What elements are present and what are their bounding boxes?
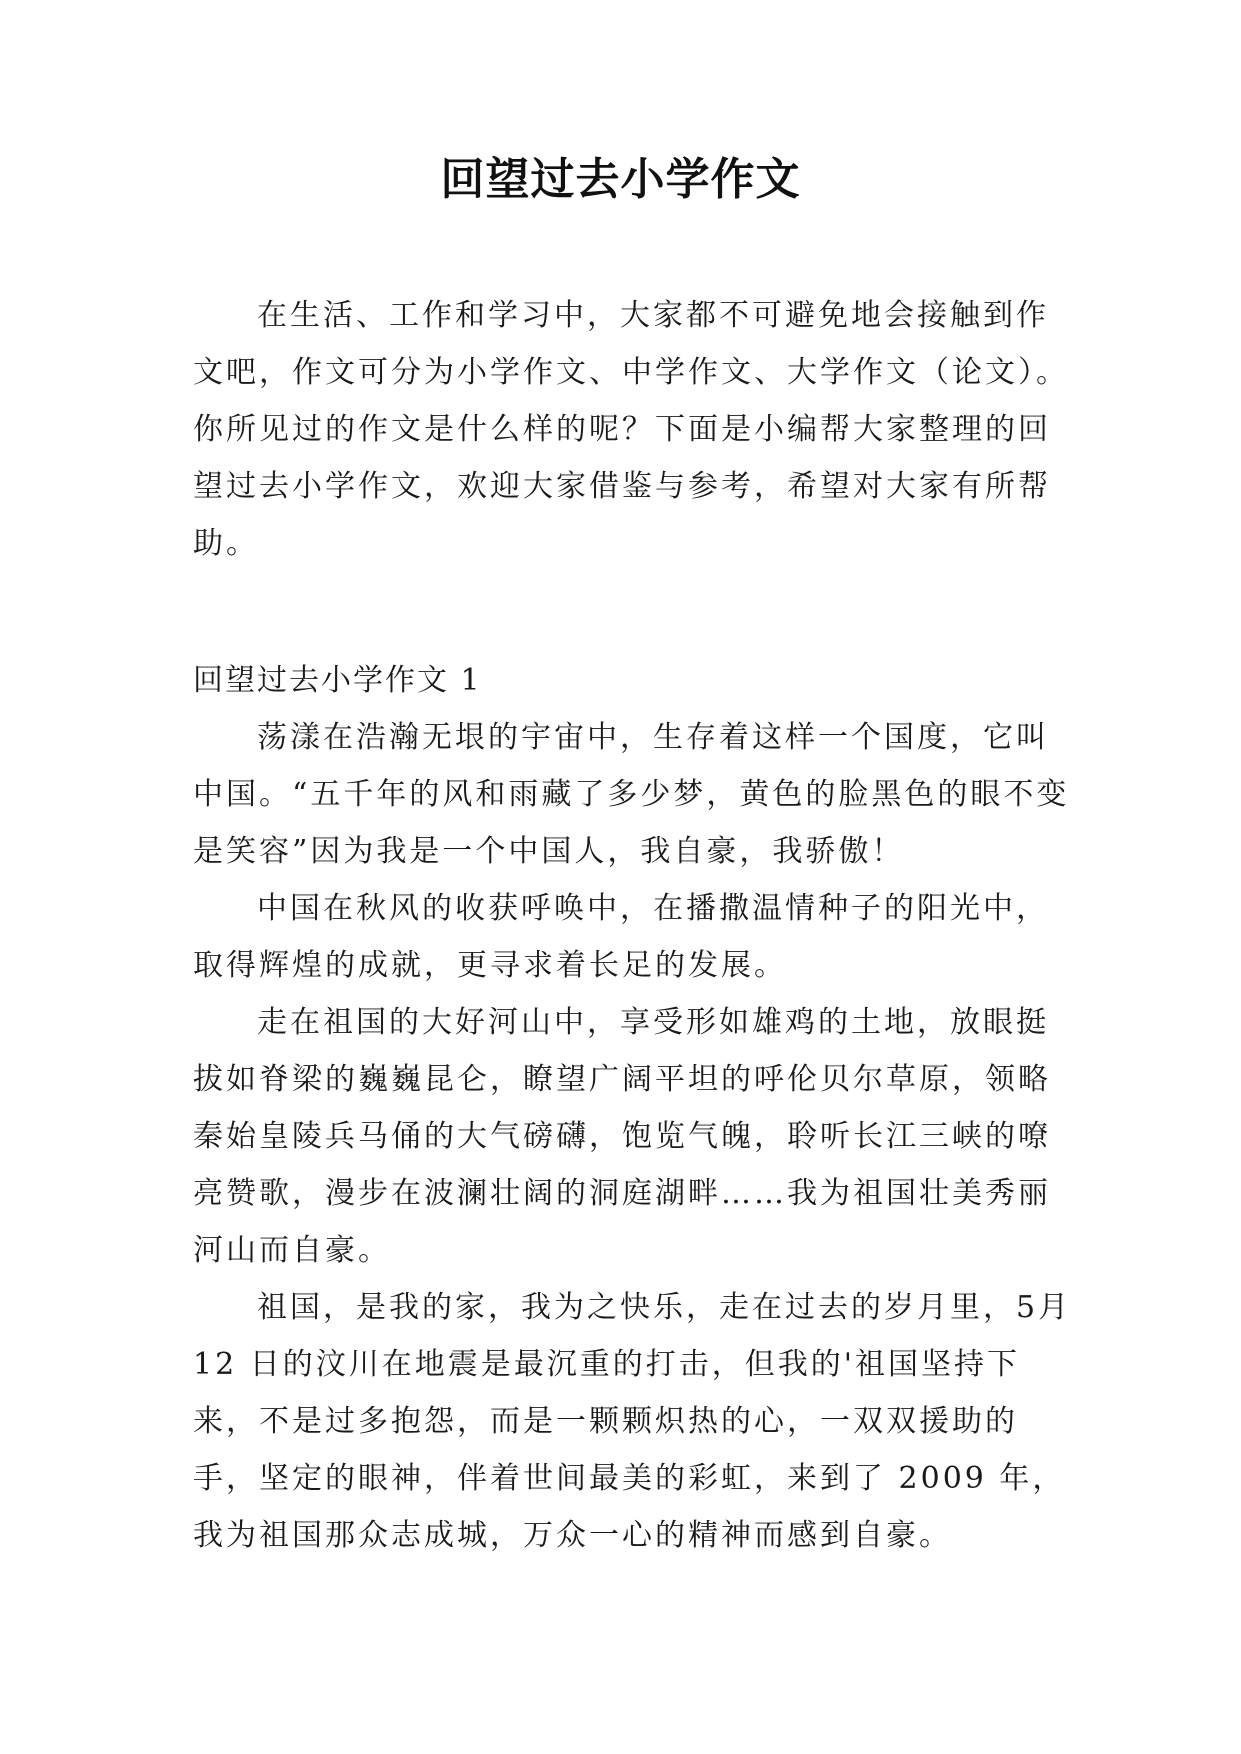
body-paragraph-4: 祖国，是我的家，我为之快乐，走在过去的岁月里，5月 12 日的汶川在地震是最沉重的打击，但我的'祖国坚持下来，不是过多抱怨，而是一颗颗炽热的心，一双双援助的手，坚定的眼神，伴着世间最美的彩虹，来到了 2009 年，我为祖国那众志成城，万众一心的精神而感到自豪。 <box>193 1290 1072 1553</box>
document-title: 回望过去小学作文 <box>440 154 801 205</box>
intro-paragraph: 在生活、工作和学习中，大家都不可避免地会接触到作文吧，作文可分为小学作文、中学作文、大学作文（论文）。你所见过的作文是什么样的呢？下面是小编帮大家整理的回望过去小学作文，欢迎大家借鉴与参考，希望对大家有所帮助。 <box>193 298 1069 561</box>
body-paragraph-2: 中国在秋风的收获呼唤中，在播撒温情种子的阳光中，取得辉煌的成就，更寻求着长足的发展。 <box>193 891 1049 983</box>
body-paragraph-3: 走在祖国的大好河山中，享受形如雄鸡的土地，放眼挺拔如脊梁的巍巍昆仑，瞭望广阔平坦的呼伦贝尔草原，领略秦始皇陵兵马俑的大气磅礴，饱览气魄，聆听长江三峡的嘹亮赞歌，漫步在波澜壮阔的洞庭湖畔……我为祖国壮美秀丽河山而自豪。 <box>193 1005 1051 1268</box>
body-paragraph-1: 荡漾在浩瀚无垠的宇宙中，生存着这样一个国度，它叫中国。“五千年的风和雨藏了多少梦，黄色的脸黑色的眼不变是笑容”因为我是一个中国人，我自豪，我骄傲！ <box>193 720 1070 869</box>
section-heading: 回望过去小学作文 1 <box>193 663 482 698</box>
document-body <box>193 287 1073 1564</box>
section-spacer <box>193 572 1073 652</box>
